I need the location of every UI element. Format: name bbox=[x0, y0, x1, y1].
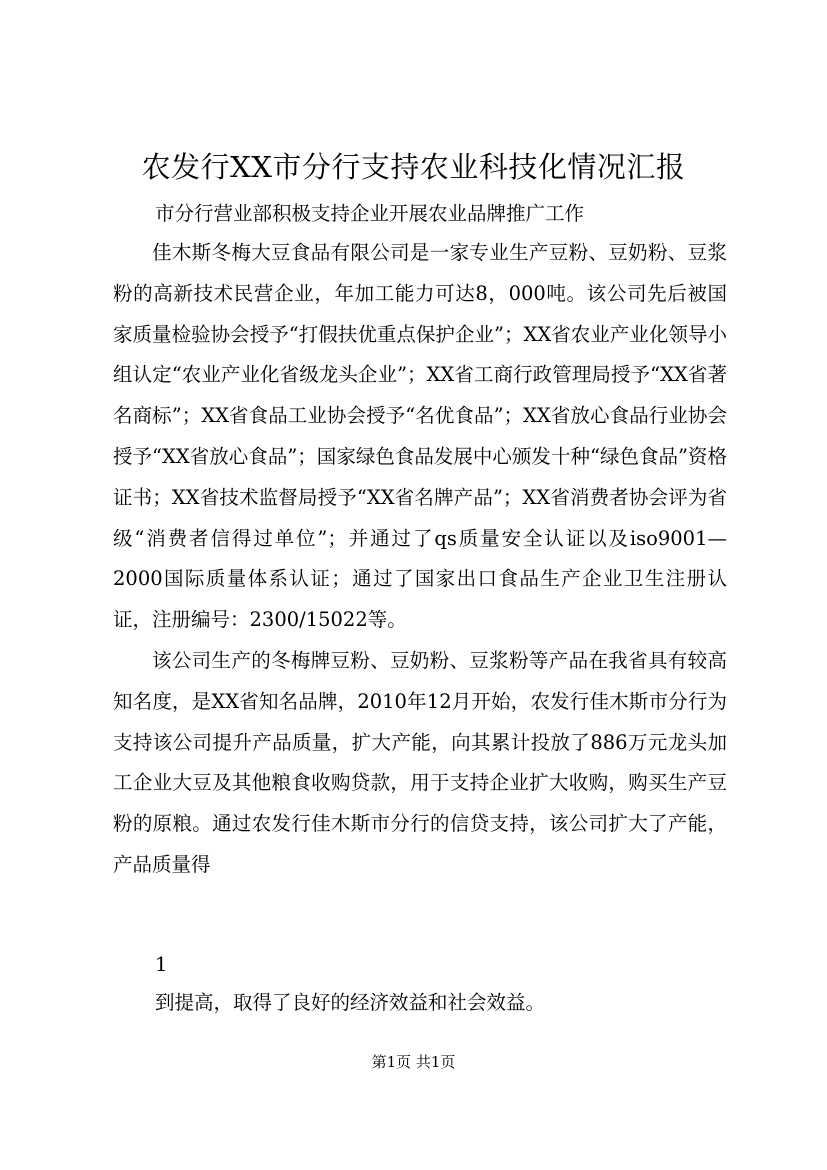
inline-page-number: 1 bbox=[155, 953, 168, 976]
body-paragraph-continuation: 到提高，取得了良好的经济效益和社会效益。 bbox=[155, 991, 546, 1014]
document-body bbox=[113, 233, 727, 886]
body-paragraph: 佳木斯冬梅大豆食品有限公司是一家专业生产豆粉、豆奶粉、豆浆粉的高新技术民营企业，年加工能力可达8，000吨。该公司先后被国家质量检验协会授予“打假扶优重点保护企业”；XX省农业产业化领导小组认定“农业产业化省级龙头企业”；XX省工商行政管理局授予“XX省著名商标”；XX省食品工业协会授予“名优食品”；XX省放心食品行业协会授予“XX省放心食品”；国家绿色食品发展中心颁发十种“绿色食品”资格证书；XX省技术监督局授予“XX省名牌产品”；XX省消费者协会评为省级“消费者信得过单位”；并通过了qs质量安全认证以及iso9001—2000国际质量体系认证；通过了国家出口食品生产企业卫生注册认证，注册编号：2300/15022等。 bbox=[113, 241, 727, 632]
document-title: 农发行XX市分行支持农业科技化情况汇报 bbox=[141, 150, 686, 184]
page-footer: 第1页 共1页 bbox=[371, 1053, 456, 1071]
document-subtitle: 市分行营业部积极支持企业开展农业品牌推广工作 bbox=[155, 202, 585, 225]
body-paragraph: 该公司生产的冬梅牌豆粉、豆奶粉、豆浆粉等产品在我省具有较高知名度，是XX省知名品牌，2010年12月开始，农发行佳木斯市分行为支持该公司提升产品质量，扩大产能，向其累计投放了886万元龙头加工企业大豆及其他粮食收购贷款，用于支持企业扩大收购，购买生产豆粉的原粮。通过农发行佳木斯市分行的信贷支持，该公司扩大了产能，产品质量得 bbox=[113, 648, 727, 876]
